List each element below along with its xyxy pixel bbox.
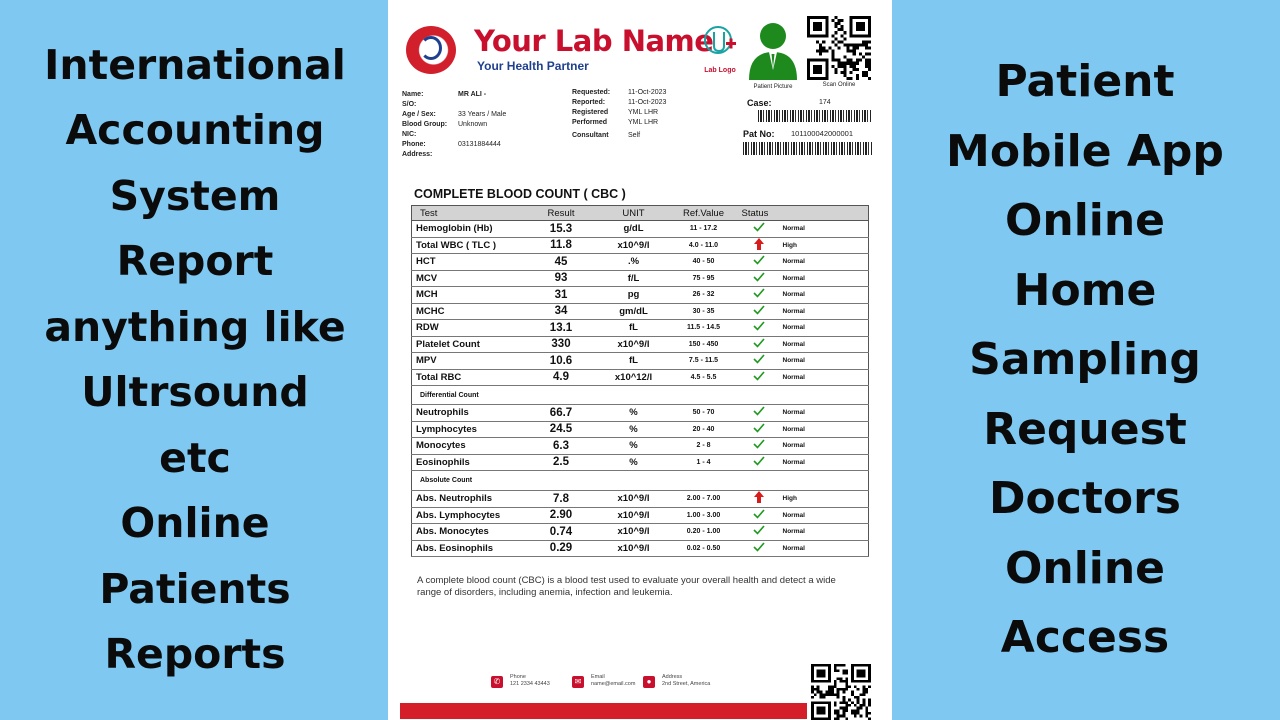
check-icon <box>739 454 779 471</box>
ref-value: 0.20 - 1.00 <box>669 524 739 541</box>
registered-value: YML LHR <box>628 109 659 116</box>
ref-value: 2.00 - 7.00 <box>669 491 739 508</box>
ref-value: 75 - 95 <box>669 270 739 287</box>
status-badge: Normal <box>779 303 869 320</box>
unit-value: f/L <box>599 270 669 287</box>
col-test: Test <box>412 206 524 221</box>
table-row <box>412 237 869 254</box>
promo-line: Mobile App <box>946 125 1224 177</box>
promo-line: Patient <box>995 56 1175 108</box>
table-row <box>412 336 869 353</box>
consultant-value: Self <box>628 132 641 139</box>
unit-value: x10^9/l <box>599 507 669 524</box>
ref-value: 11 - 17.2 <box>669 221 739 238</box>
requested-date: 11-Oct-2023 <box>628 89 667 96</box>
result-value: 15.3 <box>524 221 599 238</box>
unit-value: % <box>599 454 669 471</box>
ref-value: 20 - 40 <box>669 421 739 438</box>
table-row <box>412 540 869 557</box>
table-row <box>412 438 869 455</box>
unit-value: .% <box>599 254 669 271</box>
unit-value: x10^9/l <box>599 524 669 541</box>
footer-address-value: 2nd Street, America <box>662 681 711 687</box>
test-name: MCV <box>412 270 524 287</box>
unit-value: % <box>599 438 669 455</box>
requested-label: Requested: <box>572 89 611 96</box>
table-header-row <box>412 206 869 221</box>
footer-red-bar <box>400 703 807 719</box>
test-name: Neutrophils <box>412 405 524 422</box>
result-value: 11.8 <box>524 237 599 254</box>
patient-blood-group: Unknown <box>458 121 488 128</box>
check-icon <box>739 524 779 541</box>
ref-value: 11.5 - 14.5 <box>669 320 739 337</box>
lab-report-sheet <box>388 0 892 720</box>
table-row <box>412 320 869 337</box>
promo-line: Patients <box>99 564 291 613</box>
left-promo-panel <box>0 0 390 720</box>
promo-line: Access <box>1000 612 1170 664</box>
check-icon <box>739 254 779 271</box>
arrow-up-icon <box>739 491 779 508</box>
reported-label: Reported: <box>572 99 606 106</box>
test-name: MCHC <box>412 303 524 320</box>
ref-value: 1.00 - 3.00 <box>669 507 739 524</box>
promo-line: Online <box>1004 195 1166 247</box>
ref-value: 7.5 - 11.5 <box>669 353 739 370</box>
unit-value: gm/dL <box>599 303 669 320</box>
unit-value: fL <box>599 353 669 370</box>
arrow-up-icon <box>739 237 779 254</box>
table-row <box>412 507 869 524</box>
promo-line: Home <box>1013 264 1157 316</box>
qr-code-icon[interactable] <box>807 16 871 80</box>
table-row <box>412 287 869 304</box>
blood-group-label: Blood Group: <box>402 121 448 128</box>
test-name: Abs. Eosinophils <box>412 540 524 557</box>
status-badge: Normal <box>779 438 869 455</box>
promo-line: Report <box>116 237 274 285</box>
lab-tagline: Your Health Partner <box>477 59 589 73</box>
status-badge: Normal <box>779 524 869 541</box>
result-value: 0.29 <box>524 540 599 557</box>
section-row <box>412 386 869 405</box>
result-value: 34 <box>524 303 599 320</box>
unit-value: fL <box>599 320 669 337</box>
test-name: Monocytes <box>412 438 524 455</box>
cbc-description: A complete blood count (CBC) is a blood test used to evaluate your overall health and detect a wide range of disorders, including anemia, infection and leukemia. <box>417 575 836 598</box>
unit-value: % <box>599 421 669 438</box>
patient-picture-caption: Patient Picture <box>753 84 793 90</box>
unit-value: g/dL <box>599 221 669 238</box>
test-name: MPV <box>412 353 524 370</box>
test-name: Abs. Monocytes <box>412 524 524 541</box>
status-badge: Normal <box>779 454 869 471</box>
status-badge: Normal <box>779 507 869 524</box>
result-value: 93 <box>524 270 599 287</box>
check-icon <box>739 270 779 287</box>
ref-value: 4.0 - 11.0 <box>669 237 739 254</box>
result-value: 2.5 <box>524 454 599 471</box>
status-badge: Normal <box>779 336 869 353</box>
registered-label: Registered <box>572 109 609 116</box>
promo-line: Reports <box>104 630 286 678</box>
unit-value: x10^9/l <box>599 336 669 353</box>
promo-line: Ultrsound <box>81 368 309 416</box>
promo-line: Doctors <box>989 473 1181 525</box>
result-value: 330 <box>524 336 599 353</box>
footer-phone <box>510 674 550 688</box>
nic-label: NIC: <box>402 131 417 138</box>
test-name: Eosinophils <box>412 454 524 471</box>
status-badge: Normal <box>779 320 869 337</box>
test-name: Total WBC ( TLC ) <box>412 237 524 254</box>
promo-line: International <box>44 40 346 89</box>
table-row <box>412 421 869 438</box>
unit-value: x10^9/l <box>599 540 669 557</box>
ref-value: 2 - 8 <box>669 438 739 455</box>
unit-value: x10^12/l <box>599 369 669 386</box>
check-icon <box>739 438 779 455</box>
status-badge: Normal <box>779 270 869 287</box>
check-icon <box>739 369 779 386</box>
patient-age-sex: 33 Years / Male <box>458 111 507 118</box>
col-ref: Ref.Value <box>669 206 739 221</box>
test-name: HCT <box>412 254 524 271</box>
col-status: Status <box>739 206 869 221</box>
footer-email-value: name@email.com <box>591 681 636 687</box>
test-name: Platelet Count <box>412 336 524 353</box>
test-name: RDW <box>412 320 524 337</box>
so-label: S/O: <box>402 101 417 108</box>
patient-name: MR ALI - <box>458 91 487 98</box>
pat-no-label: Pat No: <box>743 129 775 139</box>
status-badge: Normal <box>779 369 869 386</box>
footer-phone-value: 121 2334 43443 <box>510 681 550 687</box>
table-row <box>412 254 869 271</box>
section-label: Absolute Count <box>412 471 869 491</box>
ref-value: 0.02 - 0.50 <box>669 540 739 557</box>
footer-phone-label: Phone <box>510 674 526 680</box>
case-number: 174 <box>819 99 831 106</box>
table-row <box>412 405 869 422</box>
check-icon <box>739 320 779 337</box>
pat-number: 101100042000001 <box>791 129 854 138</box>
result-value: 10.6 <box>524 353 599 370</box>
report-title: COMPLETE BLOOD COUNT ( CBC ) <box>414 187 626 201</box>
promo-line: System <box>109 171 281 220</box>
unit-value: % <box>599 405 669 422</box>
result-value: 6.3 <box>524 438 599 455</box>
reported-date: 11-Oct-2023 <box>628 99 667 106</box>
case-barcode <box>758 110 872 122</box>
test-name: Abs. Neutrophils <box>412 491 524 508</box>
lab-name: Your Lab Name <box>474 24 714 58</box>
promo-line: Online <box>1004 542 1166 594</box>
patient-avatar-icon <box>743 18 803 80</box>
right-promo-panel <box>890 0 1280 720</box>
check-icon <box>739 421 779 438</box>
section-label: Differential Count <box>412 386 869 405</box>
promo-line: anything like <box>44 302 346 351</box>
unit-value: x10^9/l <box>599 237 669 254</box>
report-meta <box>572 88 666 141</box>
test-name: Hemoglobin (Hb) <box>412 221 524 238</box>
result-value: 7.8 <box>524 491 599 508</box>
age-sex-label: Age / Sex: <box>402 111 436 118</box>
footer-qr-code-icon[interactable] <box>811 664 871 720</box>
table-row <box>412 353 869 370</box>
check-icon <box>739 221 779 238</box>
check-icon <box>739 287 779 304</box>
status-badge: High <box>779 491 869 508</box>
status-badge: Normal <box>779 540 869 557</box>
performed-label: Performed <box>572 119 608 126</box>
patient-info <box>402 90 506 160</box>
status-badge: Normal <box>779 254 869 271</box>
test-name: Abs. Lymphocytes <box>412 507 524 524</box>
name-label: Name: <box>402 91 424 98</box>
promo-line: Accounting <box>65 106 325 154</box>
ref-value: 50 - 70 <box>669 405 739 422</box>
unit-value: x10^9/l <box>599 491 669 508</box>
result-value: 0.74 <box>524 524 599 541</box>
ref-value: 26 - 32 <box>669 287 739 304</box>
ref-value: 40 - 50 <box>669 254 739 271</box>
lab-brand-icon-inner <box>420 36 442 60</box>
status-badge: Normal <box>779 287 869 304</box>
check-icon <box>739 303 779 320</box>
check-icon <box>739 336 779 353</box>
status-badge: Normal <box>779 353 869 370</box>
status-badge: Normal <box>779 221 869 238</box>
email-icon: ✉ <box>572 676 584 688</box>
check-icon <box>739 353 779 370</box>
ref-value: 1 - 4 <box>669 454 739 471</box>
footer-email <box>591 674 635 688</box>
cbc-results-table <box>411 205 869 557</box>
scan-online-caption: Scan Online <box>822 82 856 88</box>
col-unit: UNIT <box>599 206 669 221</box>
table-row <box>412 303 869 320</box>
result-value: 24.5 <box>524 421 599 438</box>
patient-barcode <box>743 142 872 155</box>
location-pin-icon: ● <box>643 676 655 688</box>
result-value: 45 <box>524 254 599 271</box>
phone-label: Phone: <box>402 141 426 148</box>
status-badge: Normal <box>779 405 869 422</box>
test-name: Lymphocytes <box>412 421 524 438</box>
promo-line: Sampling <box>969 334 1201 386</box>
ref-value: 4.5 - 5.5 <box>669 369 739 386</box>
check-icon <box>739 540 779 557</box>
status-badge: Normal <box>779 421 869 438</box>
footer-email-label: Email <box>591 674 605 680</box>
table-row <box>412 491 869 508</box>
check-icon <box>739 405 779 422</box>
address-label: Address: <box>402 151 433 158</box>
table-row <box>412 221 869 238</box>
case-label: Case: <box>747 98 772 108</box>
test-name: Total RBC <box>412 369 524 386</box>
table-row <box>412 369 869 386</box>
table-row <box>412 270 869 287</box>
col-result: Result <box>524 206 599 221</box>
result-value: 31 <box>524 287 599 304</box>
result-value: 2.90 <box>524 507 599 524</box>
test-name: MCH <box>412 287 524 304</box>
result-value: 4.9 <box>524 369 599 386</box>
section-row <box>412 471 869 491</box>
performed-value: YML LHR <box>628 119 659 126</box>
ref-value: 30 - 35 <box>669 303 739 320</box>
table-row <box>412 524 869 541</box>
lab-logo-caption: Lab Logo <box>704 67 736 74</box>
ref-value: 150 - 450 <box>669 336 739 353</box>
footer-address-label: Address <box>662 674 683 680</box>
result-value: 13.1 <box>524 320 599 337</box>
promo-line: etc <box>159 433 231 482</box>
promo-line: Request <box>983 403 1187 455</box>
patient-phone: 03131884444 <box>458 141 501 148</box>
promo-line: Online <box>120 499 270 547</box>
phone-icon: ✆ <box>491 676 503 688</box>
table-row <box>412 454 869 471</box>
unit-value: pg <box>599 287 669 304</box>
lab-logo-icon <box>702 24 738 60</box>
consultant-label: Consultant <box>572 132 609 139</box>
result-value: 66.7 <box>524 405 599 422</box>
check-icon <box>739 507 779 524</box>
footer-address <box>662 674 710 688</box>
status-badge: High <box>779 237 869 254</box>
